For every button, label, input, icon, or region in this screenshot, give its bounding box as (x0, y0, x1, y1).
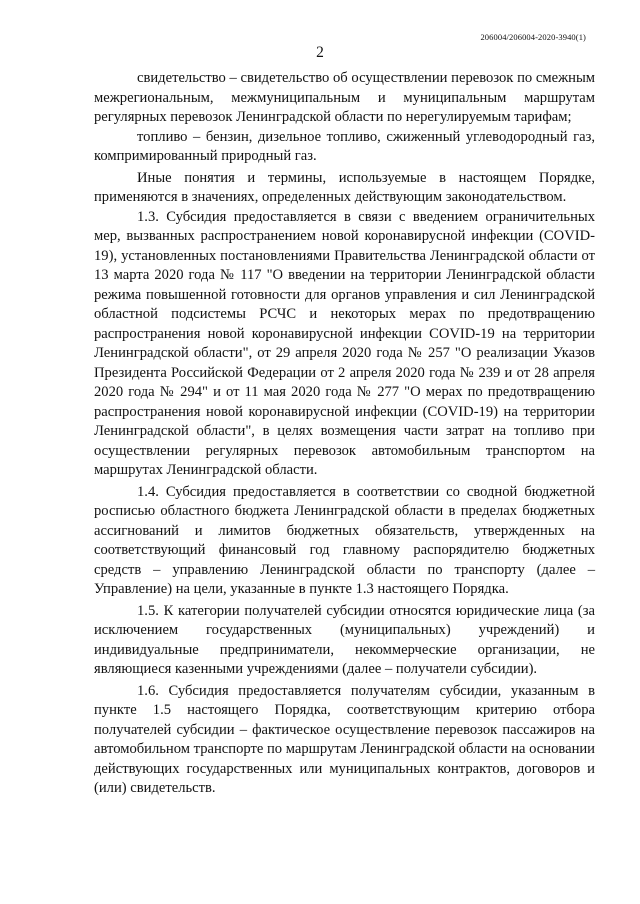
paragraph-definition-fuel: топливо – бензин, дизельное топливо, сжиженный углеводородный газ, компримированный природный газ. (94, 128, 595, 164)
document-id: 206004/206004-2020-3940(1) (480, 32, 586, 42)
paragraph-1-5: 1.5. К категории получателей субсидии относятся юридические лица (за исключением государственных (муниципальных) учреждений) и индивидуальные предприниматели, некоммерческие организации, не являющиеся казенными учреждениями (далее – получатели субсидии). (94, 602, 595, 677)
paragraph-1-3: 1.3. Субсидия предоставляется в связи с введением ограничительных мер, вызванных распространением новой коронавирусной инфекции (COVID-19), установленных постановлениями Правительства Ленинградской области от 13 марта 2020 года № 117 "О введении на территории Ленинградской области режима повышенной готовности для органов управления и сил Ленинградской областной подсистемы РСЧС и некоторых мерах по предотвращению распространения новой коронавирусной инфекции COVID-19 на территории Ленинградской области", от 29 апреля 2020 года № 257 "О реализации Указов Президента Российской Федерации от 2 апреля 2020 года № 239 и от 28 апреля 2020 года № 294" и от 11 мая 2020 года № 277 "О мерах по предотвращению распространения новой коронавирусной инфекции (COVID-19) на территории Ленинградской области", в целях возмещения части затрат на топливо при осуществлении регулярных перевозок автомобильным транспортом на маршрутах Ленинградской области. (94, 208, 595, 478)
paragraph-other-terms: Иные понятия и термины, используемые в настоящем Порядке, применяются в значениях, определенных действующим законодательством. (94, 169, 595, 205)
document-body (94, 69, 595, 799)
paragraph-1-4: 1.4. Субсидия предоставляется в соответствии со сводной бюджетной росписью областного бюджета Ленинградской области в пределах бюджетных ассигнований и лимитов бюджетных обязательств, утвержденных на соответствующий финансовый год главному распорядителю бюджетных средств – управлению Ленинградской области по транспорту (далее – Управление) на цели, указанные в пункте 1.3 настоящего Порядка. (94, 483, 595, 597)
paragraph-1-6: 1.6. Субсидия предоставляется получателям субсидии, указанным в пункте 1.5 настоящего Порядка, соответствующим критерию отбора получателей субсидии – фактическое осуществление перевозок пассажиров на автомобильном транспорте по маршрутам Ленинградской области на основании действующих государственных или муниципальных контрактов, договоров и (или) свидетельств. (94, 682, 595, 796)
paragraph-definition-certificate: свидетельство – свидетельство об осуществлении перевозок по смежным межрегиональным, межмуниципальным и муниципальным маршрутам регулярных перевозок Ленинградской области по нерегулируемым тарифам; (94, 70, 595, 125)
page-number: 2 (316, 44, 324, 61)
